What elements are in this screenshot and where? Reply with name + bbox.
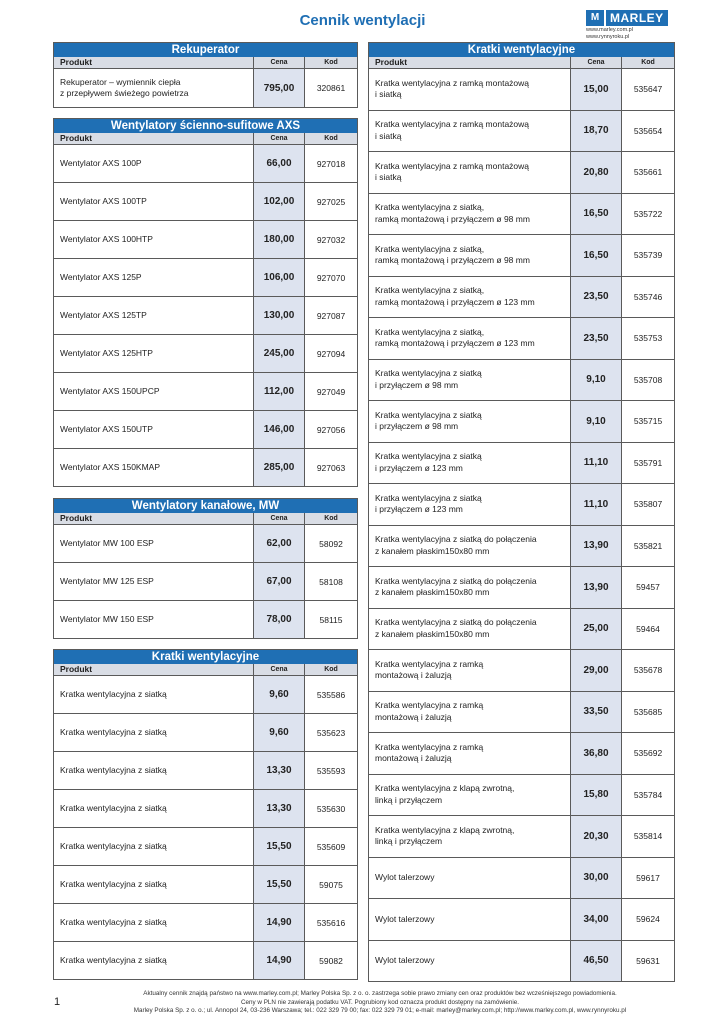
product-code: 535715 bbox=[633, 416, 663, 427]
table-row bbox=[369, 152, 674, 194]
table-wentylatory-axs bbox=[53, 118, 358, 487]
logo-url: www.marley.com.pl bbox=[586, 27, 633, 33]
table-row bbox=[369, 401, 674, 443]
product-code: 535678 bbox=[633, 665, 663, 676]
product-name: Wentylator AXS 125P bbox=[60, 271, 142, 282]
table-row bbox=[54, 69, 357, 107]
table-row bbox=[54, 752, 357, 790]
column-header-product: Produkt bbox=[60, 512, 93, 523]
product-name: Kratka wentylacyjna z siatką i przyłączem ø 123 mm bbox=[375, 492, 482, 515]
table-row bbox=[54, 714, 357, 752]
product-code: 535791 bbox=[633, 457, 663, 468]
table-row bbox=[54, 373, 357, 411]
product-code: 535722 bbox=[633, 208, 663, 219]
table-row bbox=[369, 194, 674, 236]
table-title: Wentylatory ścienno-sufitowe AXS bbox=[54, 119, 357, 133]
product-code: 535609 bbox=[316, 841, 346, 852]
product-price: 20,30 bbox=[570, 816, 622, 857]
column-header-price: Cena bbox=[253, 133, 305, 144]
product-price: 13,30 bbox=[253, 752, 305, 789]
table-row bbox=[369, 775, 674, 817]
table-row bbox=[369, 69, 674, 111]
product-code: 927094 bbox=[316, 348, 346, 359]
product-code: 535807 bbox=[633, 499, 663, 510]
footer-line: Marley Polska Sp. z o. o.; ul. Annopol 24, 03-236 Warszawa; tel.: 022 329 79 00; fax: 022 329 79 01; e-mail: marley@marley.com.pl; http://www.marley.com.pl, www.rynnyroku.pl bbox=[133, 1007, 627, 1014]
product-code: 535692 bbox=[633, 748, 663, 759]
product-name: Kratka wentylacyjna z siatką, ramką montażową i przyłączem ø 98 mm bbox=[375, 243, 530, 266]
table-row bbox=[369, 318, 674, 360]
table-row bbox=[369, 899, 674, 941]
product-name: Kratka wentylacyjna z siatką bbox=[60, 916, 167, 927]
product-price: 13,90 bbox=[570, 567, 622, 608]
product-price: 15,80 bbox=[570, 775, 622, 816]
product-code: 535739 bbox=[633, 250, 663, 261]
logo-mark-icon: M bbox=[586, 10, 604, 26]
product-price: 15,50 bbox=[253, 866, 305, 903]
table-row bbox=[54, 145, 357, 183]
table-row bbox=[369, 484, 674, 526]
product-name: Kratka wentylacyjna z siatką i przyłączem ø 98 mm bbox=[375, 368, 482, 390]
column-header-price: Cena bbox=[570, 57, 622, 68]
table-kratki-right bbox=[368, 42, 675, 982]
column-header-code: Kod bbox=[305, 664, 357, 675]
product-price: 146,00 bbox=[253, 411, 305, 448]
column-header-code: Kod bbox=[305, 133, 357, 144]
product-price: 18,70 bbox=[570, 111, 622, 152]
product-code: 535708 bbox=[633, 374, 663, 385]
product-name: Wentylator MW 100 ESP bbox=[60, 537, 154, 548]
product-code: 59082 bbox=[319, 955, 343, 966]
product-code: 59631 bbox=[636, 955, 660, 966]
product-name: Wentylator AXS 150KMAP bbox=[60, 461, 161, 472]
product-price: 180,00 bbox=[253, 221, 305, 258]
table-row bbox=[369, 941, 674, 982]
column-header-product: Produkt bbox=[60, 56, 93, 67]
table-row bbox=[54, 866, 357, 904]
product-code: 58108 bbox=[319, 576, 343, 587]
product-code: 535661 bbox=[633, 167, 663, 178]
product-code: 535623 bbox=[316, 727, 346, 738]
product-price: 25,00 bbox=[570, 609, 622, 650]
logo-name: MARLEY bbox=[606, 10, 668, 26]
table-row bbox=[54, 297, 357, 335]
product-name: Kratka wentylacyjna z siatką i przyłączem ø 98 mm bbox=[375, 409, 482, 432]
column-header-product: Produkt bbox=[60, 132, 93, 143]
table-row bbox=[369, 858, 674, 900]
product-name: Wentylator MW 125 ESP bbox=[60, 575, 154, 586]
product-code: 320861 bbox=[316, 83, 346, 93]
product-code: 535654 bbox=[633, 125, 663, 136]
footer bbox=[80, 990, 680, 1016]
product-code: 927087 bbox=[316, 310, 346, 321]
table-row bbox=[54, 563, 357, 601]
table-row bbox=[54, 904, 357, 942]
product-name: Wentylator AXS 125HTP bbox=[60, 347, 153, 358]
product-code: 927049 bbox=[316, 386, 346, 397]
product-name: Wentylator AXS 150UTP bbox=[60, 423, 153, 434]
table-row bbox=[54, 828, 357, 866]
product-price: 62,00 bbox=[253, 525, 305, 562]
product-price: 9,10 bbox=[570, 360, 622, 401]
product-price: 34,00 bbox=[570, 899, 622, 940]
column-header-product: Produkt bbox=[60, 663, 93, 674]
product-name: Rekuperator – wymiennik ciepła z przepływem świeżego powietrza bbox=[60, 76, 189, 98]
footer-line: Aktualny cennik znajdą państwo na www.marley.com.pl; Marley Polska Sp. z o. o. zastrzega sobie prawo zmiany cen oraz produktów bez wcześniejszego powiadomienia. bbox=[143, 990, 617, 997]
product-price: 14,90 bbox=[253, 942, 305, 979]
product-name: Kratka wentylacyjna z siatką, ramką montażową i przyłączem ø 123 mm bbox=[375, 285, 535, 307]
product-name: Kratka wentylacyjna z ramką montażową i siatką bbox=[375, 77, 530, 100]
column-header-row bbox=[54, 513, 357, 525]
table-row bbox=[369, 443, 674, 485]
product-price: 13,30 bbox=[253, 790, 305, 827]
product-name: Wentylator AXS 100HTP bbox=[60, 233, 153, 244]
product-code: 59075 bbox=[319, 879, 343, 890]
footer-line: Ceny w PLN nie zawierają podatku VAT. Pogrubiony kod oznacza produkt dostępny na zamówienie. bbox=[240, 998, 520, 1006]
product-name: Kratka wentylacyjna z siatką bbox=[60, 878, 167, 889]
product-price: 20,80 bbox=[570, 152, 622, 193]
table-title: Kratki wentylacyjne bbox=[369, 43, 674, 57]
product-price: 33,50 bbox=[570, 692, 622, 733]
table-row bbox=[369, 816, 674, 858]
table-row bbox=[369, 733, 674, 775]
product-code: 927025 bbox=[316, 196, 346, 207]
product-name: Kratka wentylacyjna z siatką, ramką montażową i przyłączem ø 98 mm bbox=[375, 202, 530, 224]
product-price: 112,00 bbox=[253, 373, 305, 410]
table-kratki-left bbox=[53, 649, 358, 980]
product-code: 59464 bbox=[636, 623, 660, 634]
product-price: 9,60 bbox=[253, 676, 305, 713]
product-price: 11,10 bbox=[570, 484, 622, 525]
product-price: 16,50 bbox=[570, 235, 622, 276]
product-code: 59624 bbox=[636, 914, 660, 925]
column-header-code: Kod bbox=[622, 57, 674, 68]
product-name: Kratka wentylacyjna z siatką bbox=[60, 954, 167, 965]
product-price: 15,50 bbox=[253, 828, 305, 865]
product-name: Kratka wentylacyjna z ramką montażową i siatką bbox=[375, 119, 530, 141]
product-name: Wylot talerzowy bbox=[375, 955, 435, 965]
table-row bbox=[54, 790, 357, 828]
table-row bbox=[369, 526, 674, 568]
table-wentylatory-mw bbox=[53, 498, 358, 639]
table-row bbox=[54, 449, 357, 486]
marley-logo bbox=[586, 10, 674, 40]
product-name: Wentylator AXS 100P bbox=[60, 157, 142, 168]
product-price: 106,00 bbox=[253, 259, 305, 296]
product-code: 535593 bbox=[316, 765, 346, 776]
product-name: Kratka wentylacyjna z siatką bbox=[60, 764, 167, 775]
table-row bbox=[369, 111, 674, 153]
page-title: Cennik wentylacji bbox=[299, 12, 426, 29]
table-row bbox=[369, 650, 674, 692]
column-header-price: Cena bbox=[253, 513, 305, 524]
product-price: 14,90 bbox=[253, 904, 305, 941]
column-header-product: Produkt bbox=[375, 56, 408, 67]
product-price: 102,00 bbox=[253, 183, 305, 220]
product-price: 23,50 bbox=[570, 277, 622, 318]
table-row bbox=[369, 277, 674, 319]
table-row bbox=[54, 183, 357, 221]
product-name: Kratka wentylacyjna z siatką do połączenia z kanałem płaskim150x80 mm bbox=[375, 575, 537, 598]
product-price: 23,50 bbox=[570, 318, 622, 359]
product-price: 130,00 bbox=[253, 297, 305, 334]
product-code: 58115 bbox=[319, 614, 343, 625]
table-row bbox=[369, 609, 674, 651]
product-name: Kratka wentylacyjna z siatką do połączenia z kanałem płaskim150x80 mm bbox=[375, 617, 537, 639]
product-price: 9,60 bbox=[253, 714, 305, 751]
column-header-code: Kod bbox=[305, 513, 357, 524]
product-price: 245,00 bbox=[253, 335, 305, 372]
table-row bbox=[54, 221, 357, 259]
column-header-row bbox=[54, 664, 357, 676]
table-rekuperator bbox=[53, 42, 358, 108]
logo-url-secondary: www.rynnyroku.pl bbox=[586, 34, 630, 40]
product-price: 16,50 bbox=[570, 194, 622, 235]
product-name: Wylot talerzowy bbox=[375, 872, 435, 882]
product-code: 927056 bbox=[316, 424, 346, 435]
product-code: 535784 bbox=[633, 789, 663, 800]
product-price: 285,00 bbox=[253, 449, 305, 486]
column-header-row bbox=[54, 57, 357, 69]
table-row bbox=[54, 525, 357, 563]
product-price: 67,00 bbox=[253, 563, 305, 600]
product-code: 927063 bbox=[316, 462, 346, 473]
product-name: Kratka wentylacyjna z siatką bbox=[60, 688, 167, 699]
product-code: 927032 bbox=[316, 234, 346, 245]
table-row bbox=[369, 692, 674, 734]
product-code: 58092 bbox=[319, 538, 343, 549]
product-code: 535647 bbox=[633, 84, 663, 95]
product-code: 59457 bbox=[636, 582, 660, 593]
table-row bbox=[54, 259, 357, 297]
product-code: 927070 bbox=[316, 272, 346, 283]
table-row bbox=[54, 335, 357, 373]
product-code: 535586 bbox=[316, 689, 346, 700]
product-name: Kratka wentylacyjna z siatką i przyłączem ø 123 mm bbox=[375, 451, 482, 473]
product-code: 535746 bbox=[633, 291, 663, 302]
product-price: 36,80 bbox=[570, 733, 622, 774]
product-name: Kratka wentylacyjna z ramką montażową i siatką bbox=[375, 160, 530, 183]
product-name: Kratka wentylacyjna z ramką montażową i żaluzją bbox=[375, 700, 484, 722]
product-name: Kratka wentylacyjna z siatką bbox=[60, 802, 167, 813]
product-price: 795,00 bbox=[253, 69, 305, 107]
product-code: 535753 bbox=[633, 333, 663, 344]
product-price: 13,90 bbox=[570, 526, 622, 567]
product-price: 66,00 bbox=[253, 145, 305, 182]
product-name: Kratka wentylacyjna z klapą zwrotną, linką i przyłączem bbox=[375, 824, 515, 847]
product-price: 15,00 bbox=[570, 69, 622, 110]
product-name: Kratka wentylacyjna z siatką, ramką montażową i przyłączem ø 123 mm bbox=[375, 326, 535, 349]
product-code: 535685 bbox=[633, 706, 663, 717]
product-name: Kratka wentylacyjna z siatką bbox=[60, 840, 167, 851]
product-name: Wentylator AXS 100TP bbox=[60, 195, 147, 206]
product-name: Kratka wentylacyjna z ramką montażową i żaluzją bbox=[375, 741, 484, 764]
product-name: Wylot talerzowy bbox=[375, 913, 435, 924]
table-title: Kratki wentylacyjne bbox=[54, 650, 357, 664]
product-name: Kratka wentylacyjna z siatką do połączenia z kanałem płaskim150x80 mm bbox=[375, 534, 537, 556]
table-row bbox=[369, 235, 674, 277]
product-price: 78,00 bbox=[253, 601, 305, 638]
product-price: 11,10 bbox=[570, 443, 622, 484]
product-name: Kratka wentylacyjna z siatką bbox=[60, 726, 167, 737]
table-title: Rekuperator bbox=[54, 43, 357, 57]
product-code: 535630 bbox=[316, 803, 346, 814]
column-header-price: Cena bbox=[253, 57, 305, 68]
table-row bbox=[54, 942, 357, 979]
table-row bbox=[54, 411, 357, 449]
table-row bbox=[369, 567, 674, 609]
product-price: 46,50 bbox=[570, 941, 622, 982]
table-row bbox=[54, 676, 357, 714]
product-price: 29,00 bbox=[570, 650, 622, 691]
column-header-row bbox=[54, 133, 357, 145]
product-code: 535616 bbox=[316, 917, 346, 928]
product-name: Kratka wentylacyjna z ramką montażową i żaluzją bbox=[375, 658, 484, 681]
table-row bbox=[54, 601, 357, 638]
table-title: Wentylatory kanałowe, MW bbox=[54, 499, 357, 513]
product-name: Wentylator MW 150 ESP bbox=[60, 613, 154, 624]
column-header-row bbox=[369, 57, 674, 69]
product-code: 535814 bbox=[633, 831, 663, 842]
product-name: Kratka wentylacyjna z klapą zwrotną, linką i przyłączem bbox=[375, 783, 515, 805]
column-header-price: Cena bbox=[253, 664, 305, 675]
product-name: Wentylator AXS 150UPCP bbox=[60, 385, 160, 396]
product-price: 9,10 bbox=[570, 401, 622, 442]
product-code: 59617 bbox=[636, 872, 660, 883]
page-number: 1 bbox=[54, 996, 61, 1008]
product-code: 535821 bbox=[633, 540, 663, 551]
product-price: 30,00 bbox=[570, 858, 622, 899]
product-name: Wentylator AXS 125TP bbox=[60, 309, 147, 320]
product-code: 927018 bbox=[316, 158, 346, 169]
table-row bbox=[369, 360, 674, 402]
column-header-code: Kod bbox=[305, 57, 357, 68]
